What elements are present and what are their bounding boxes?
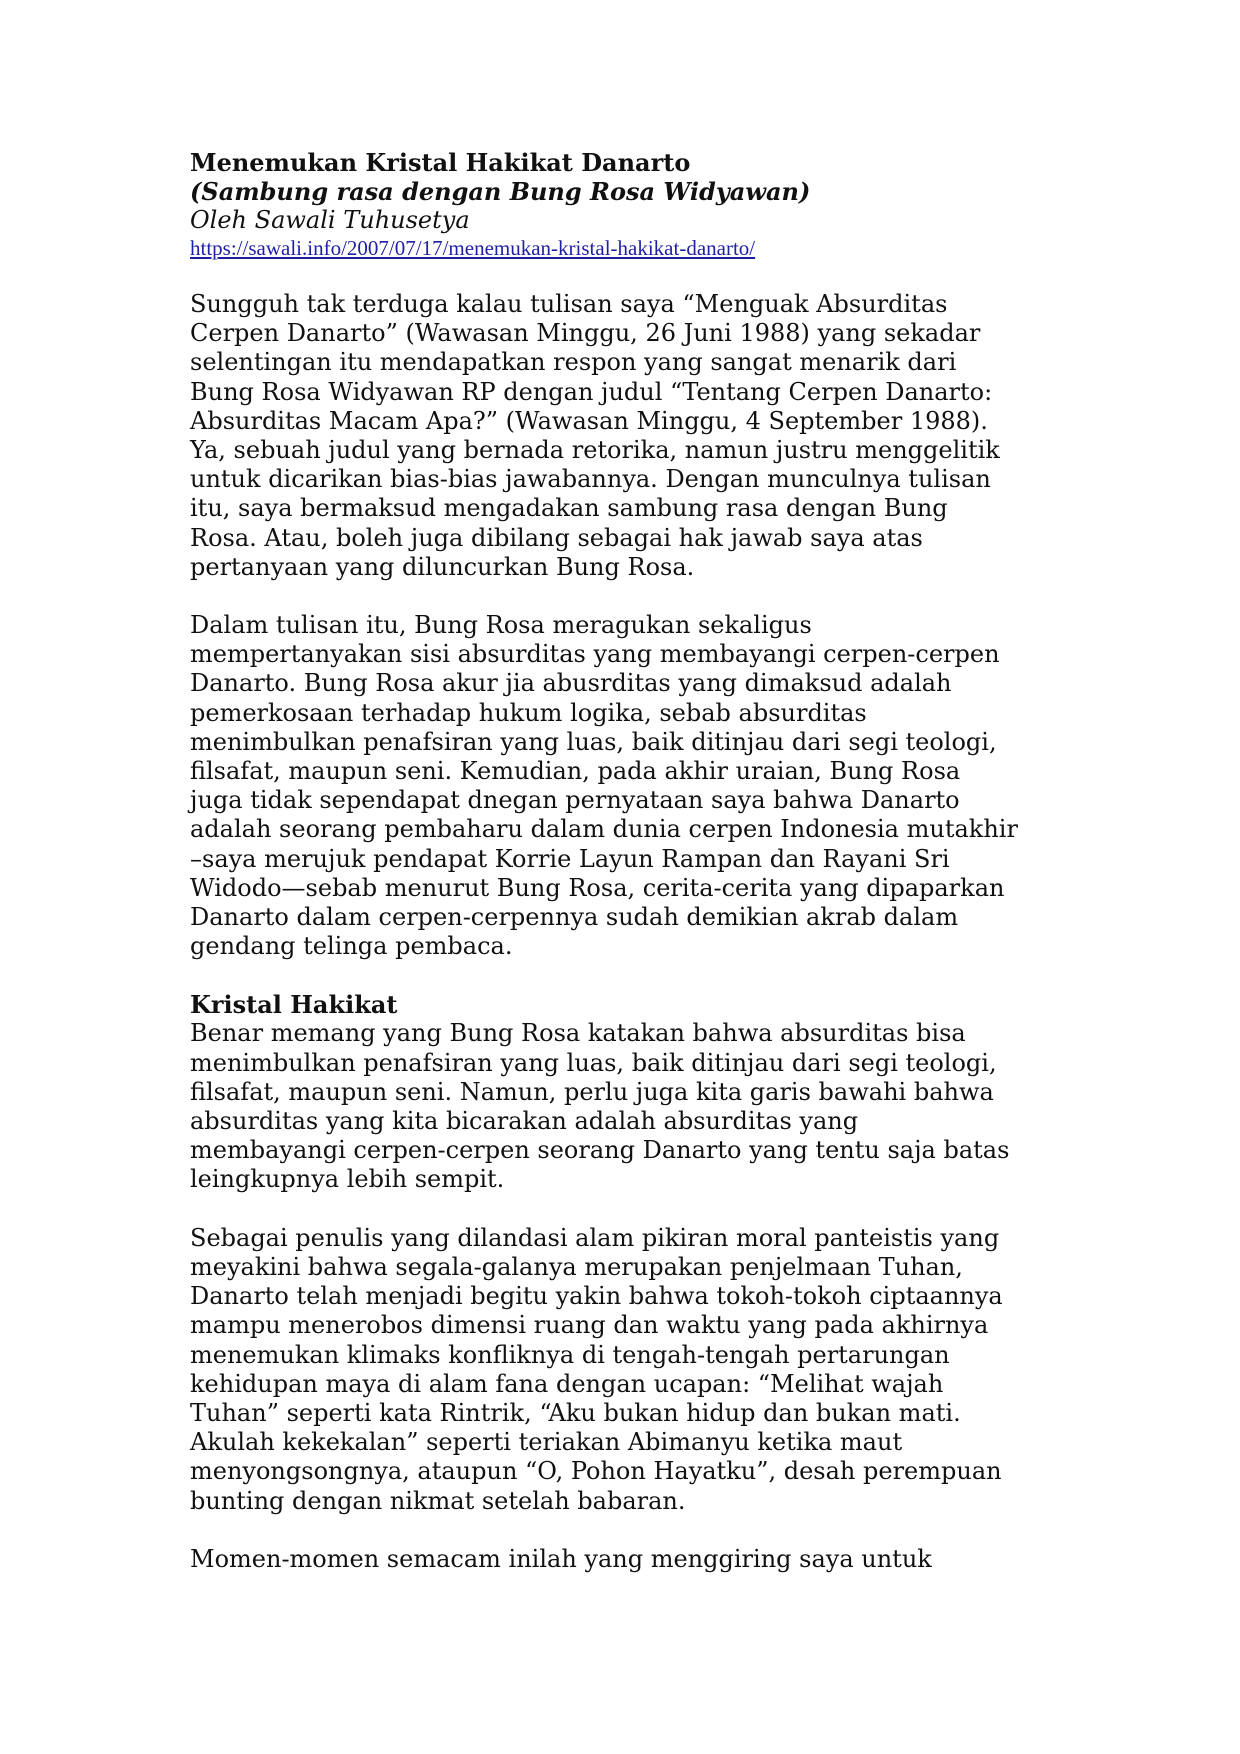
paragraph-2: Dalam tulisan itu, Bung Rosa meragukan sekaligus mempertanyakan sisi absurditas yang membayangi cerpen-cerpen Danarto. Bung Rosa akur jia abusrditas yang dimaksud adalah pemerkosaan terhadap hukum logika, sebab absurditas menimbulkan penafsiran yang luas, baik ditinjau dari segi teologi, filsafat, maupun seni. Kemudian, pada akhir uraian, Bung Rosa juga tidak sependapat dnegan pernyataan saya bahwa Danarto adalah seorang pembaharu dalam dunia cerpen Indonesia mutakhir –saya merujuk pendapat Korrie Layun Rampan dan Rayani Sri Widodo—sebab menurut Bung Rosa, cerita-cerita yang dipaparkan Danarto dalam cerpen-cerpennya sudah demikian akrab dalam gendang telinga pembaca. [190,611,1018,961]
document-page [190,148,1070,1574]
section-heading: Kristal Hakikat [190,990,398,1020]
paragraph-1: Sungguh tak terduga kalau tulisan saya “Menguak Absurditas Cerpen Danarto” (Wawasan Minggu, 26 Juni 1988) yang sekadar selentingan itu mendapatkan respon yang sangat menarik dari Bung Rosa Widyawan RP dengan judul “Tentang Cerpen Danarto: Absurditas Macam Apa?” (Wawasan Minggu, 4 September 1988). Ya, sebuah judul yang bernada retorika, namun justru menggelitik untuk dicarikan bias-bias jawabannya. Dengan munculnya tulisan itu, saya bermaksud mengadakan sambung rasa dengan Bung Rosa. Atau, boleh juga dibilang sebagai hak jawab saya atas pertanyaan yang diluncurkan Bung Rosa. [190,290,1000,581]
source-link[interactable]: https://sawali.info/2007/07/17/menemukan-kristal-hakikat-danarto/ [190,236,756,260]
section-paragraph-3: Momen-momen semacam inilah yang menggiring saya untuk [190,1544,932,1573]
document-title: Menemukan Kristal Hakikat Danarto [190,148,691,177]
section-paragraph-1: Benar memang yang Bung Rosa katakan bahwa absurditas bisa menimbulkan penafsiran yang luas, baik ditinjau dari segi teologi, filsafat, maupun seni. Namun, perlu juga kita garis bawahi bahwa absurditas yang kita bicarakan adalah absurditas yang membayangi cerpen-cerpen seorang Danarto yang tentu saja batas leingkupnya lebih sempit. [190,1019,1010,1194]
document-subtitle: (Sambung rasa dengan Bung Rosa Widyawan) [190,177,811,206]
document-author: Oleh Sawali Tuhusetya [190,206,470,234]
section-paragraph-2: Sebagai penulis yang dilandasi alam pikiran moral panteistis yang meyakini bahwa segala-galanya merupakan penjelmaan Tuhan, Danarto telah menjadi begitu yakin bahwa tokoh-tokoh ciptaannya mampu menerobos dimensi ruang dan waktu yang pada akhirnya menemukan klimaks konfliknya di tengah-tengah pertarungan kehidupan maya di alam fana dengan ucapan: “Melihat wajah Tuhan” seperti kata Rintrik, “Aku bukan hidup dan bukan mati. Akulah kekekalan” seperti teriakan Abimanyu ketika maut menyongsongnya, ataupun “O, Pohon Hayatku”, desah perempuan bunting dengan nikmat setelah babaran. [190,1223,1003,1515]
